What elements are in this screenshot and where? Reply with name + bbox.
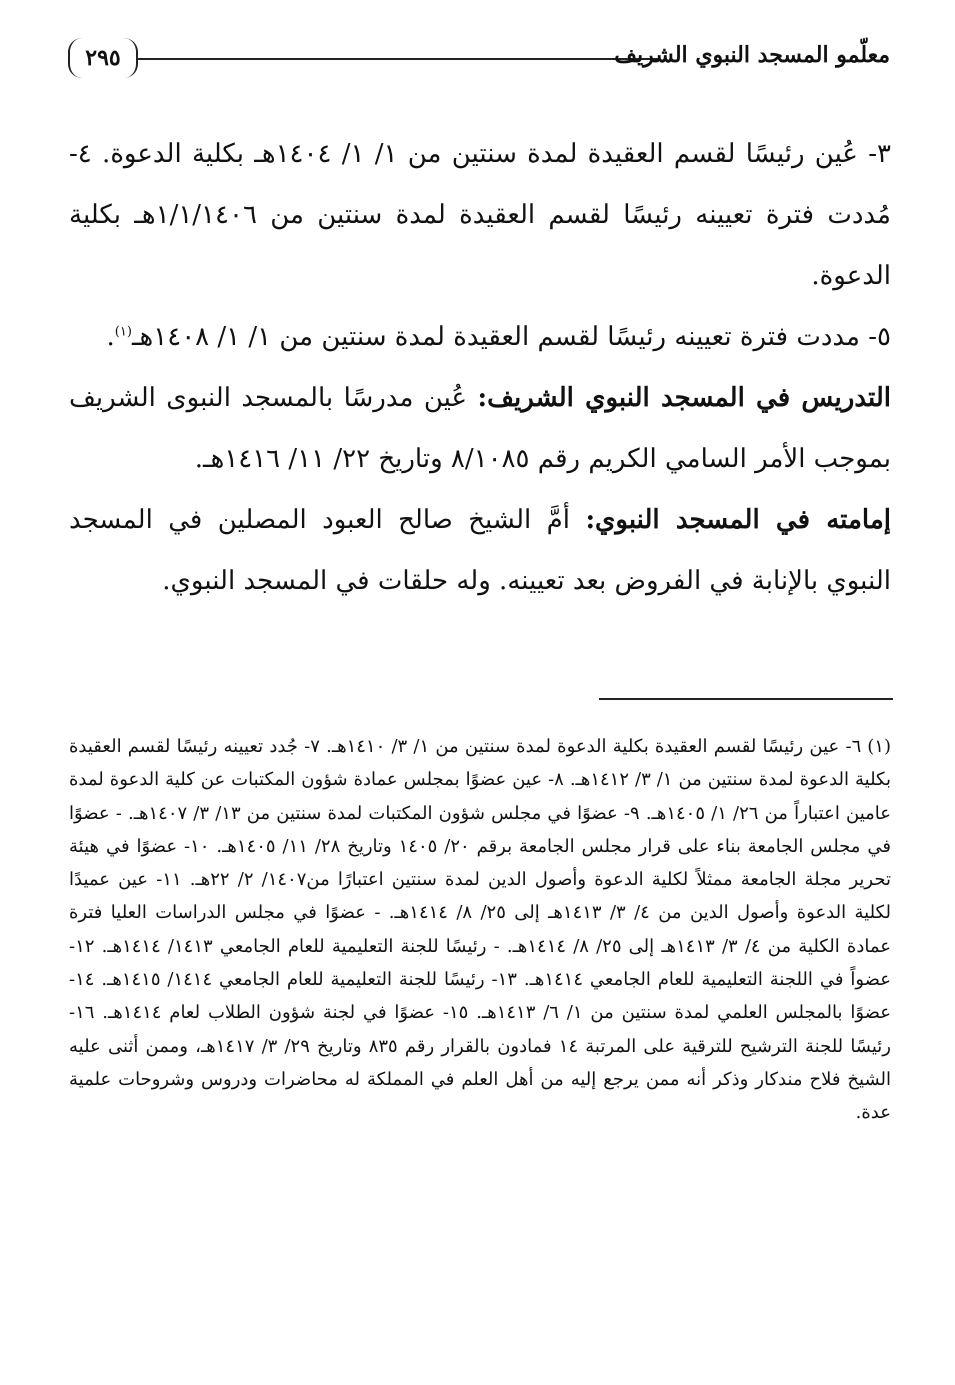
footnote-text: ٦- عين رئيسًا لقسم العقيدة بكلية الدعوة لمدة سنتين من ١/ ٣/ ١٤١٠هـ. ٧- جُدد تعيينه رئيسًا لقسم العقيدة بكلية الدعوة لمدة سنتين من ١/ ٣/ ١٤١٢هـ. ٨- عين عضوًا بمجلس عمادة شؤون المكتبات عن كلية الدعوة لمدة عامين اعتباراً من ٢٦/ ١/ ١٤٠٥هـ. ٩- عضوًا في مجلس شؤون المكتبات لمدة سنتين من ١٣/ ٣/ ١٤٠٧هـ. - عضوًا في مجلس الجامعة بناء على قرار مجلس الجامعة برقم ٢٠/ ١٤٠٥ وتاريخ ٢٨/ ١١/ ١٤٠٥هـ. ١٠- عضوًا في هيئة تحرير مجلة الجامعة ممثلاً لكلية الدعوة وأصول الدين لمدة سنتين اعتبارًا من١٤٠٧/ ٢/ ٢٢هـ. ١١- عين عميدًا لكلية الدعوة وأصول الدين من ٤/ ٣/ ١٤١٣هـ إلى ٢٥/ ٨/ ١٤١٤هـ. - عضوًا في مجلس الدراسات العليا فترة عمادة الكلية من ٤/ ٣/ ١٤١٣هـ إلى ٢٥/ ٨/ ١٤١٤هـ. - رئيسًا للجنة التعليمية للعام الجامعي ١٤١٣/ ١٤١٤هـ. ١٢- عضواً في اللجنة التعليمية للعام الجامعي ١٤١٤هـ. ١٣- رئيسًا للجنة التعليمية للعام الجامعي ١٤١٤/ ١٤١٥هـ. ١٤- عضوًا بالمجلس العلمي لمدة سنتين من ١/ ٦/ ١٤١٣هـ. ١٥- عضوًا في لجنة شؤون الطلاب لعام ١٤١٤هـ. ١٦- رئيسًا للجنة الترشيح للترقية على المرتبة ١٤ فمادون بالقرار رقم ٨٣٥ وتاريخ ٢٩/ ٣/ ١٤١٧هـ، وممن أثنى عليه الشيخ فلاح مندكار وذكر أنه ممن يرجع إليه من أهل العلم في المملكة له محاضرات ودروس وشروحات علمية عدة. <box>69 736 892 1124</box>
footnotes <box>69 730 891 1130</box>
paragraph-appointments <box>69 124 891 307</box>
footnote-separator <box>599 698 893 700</box>
main-text <box>69 124 891 612</box>
teaching-text: عُين مدرسًا بالمسجد النبوى الشريف بموجب الأمر السامي الكريم رقم ٨/١٠٨٥ وتاريخ ٢٢/ ١١/ ١٤١٦هـ. <box>69 383 891 474</box>
sentence-end: . <box>106 322 115 352</box>
imamate-text: أمَّ الشيخ صالح العبود المصلين في المسجد النبوي بالإنابة في الفروض بعد تعيينه. وله حلقات في المسجد النبوي. <box>69 505 891 596</box>
page-header <box>68 36 890 86</box>
paragraph-teaching <box>69 368 891 490</box>
page-number: ٢٩٥ <box>68 38 138 78</box>
footnote-1 <box>69 730 891 1130</box>
appointment-item-5: ٥- مددت فترة تعيينه رئيسًا لقسم العقيدة لمدة سنتين من ١/ ١/ ١٤٠٨هـ <box>131 322 891 352</box>
paragraph-imamate <box>69 490 891 612</box>
appointment-items-3-4: ٣- عُين رئيسًا لقسم العقيدة لمدة سنتين من ١/ ١/ ١٤٠٤هـ بكلية الدعوة. ٤- مُددت فترة تعيينه رئيسًا لقسم العقيدة لمدة سنتين من ١/١/١٤٠٦هـ بكلية الدعوة. <box>69 139 891 291</box>
imamate-heading: إمامته في المسجد النبوي: <box>585 505 891 535</box>
header-rule <box>138 58 660 60</box>
paragraph-extension <box>69 307 891 368</box>
running-title: معلّمو المسجد النبوي الشريف <box>614 42 890 68</box>
footnote-reference: (١) <box>114 324 132 340</box>
teaching-heading: التدريس في المسجد النبوي الشريف: <box>477 383 891 413</box>
footnote-marker: (١) <box>867 736 891 757</box>
